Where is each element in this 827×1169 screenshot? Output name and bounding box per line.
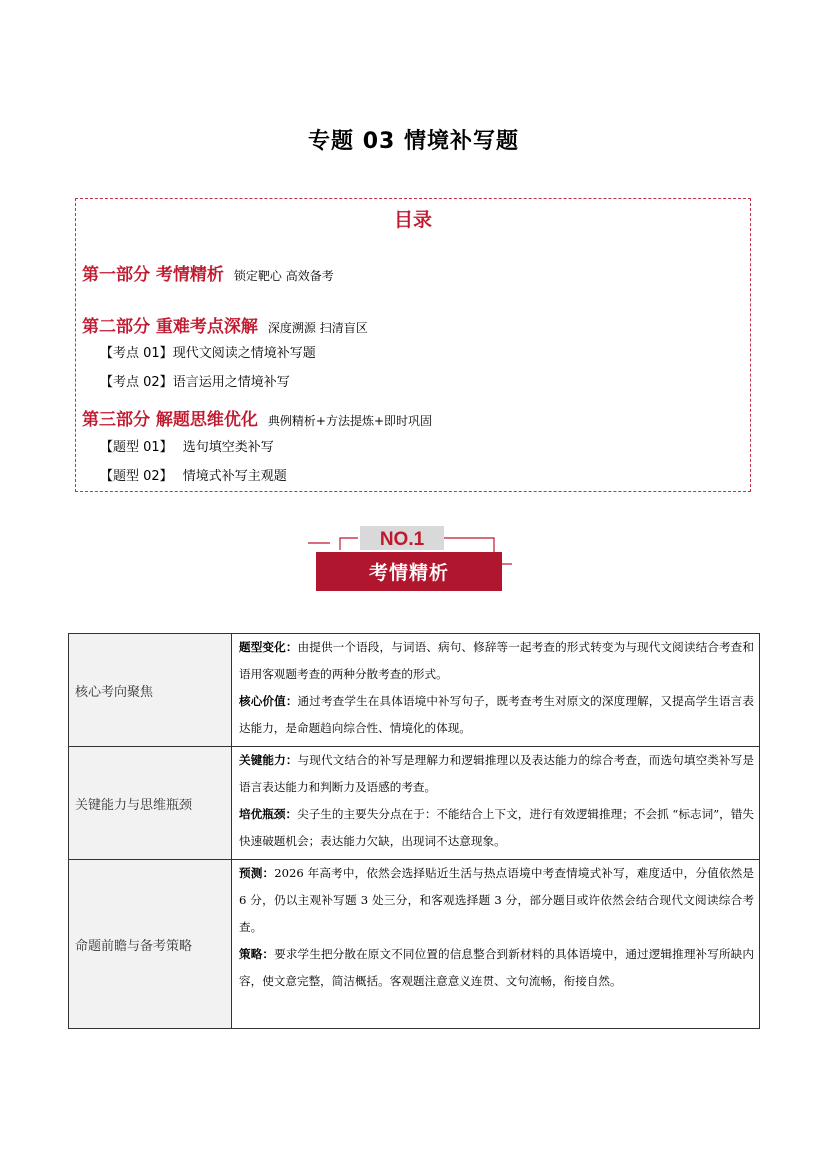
toc-kaodian-2[interactable] (100, 371, 290, 390)
para (239, 688, 754, 742)
table-row (69, 747, 760, 860)
row-content (232, 747, 760, 860)
para-label: 关键能力： (239, 753, 298, 767)
para-text: 尖子生的主要失分点在于：不能结合上下文，进行有效逻辑推理；不会抓 “标志词”，错失快速破题机会；表达能力欠缺，出现词不达意现象。 (239, 807, 754, 848)
table-row (69, 634, 760, 747)
para (239, 747, 754, 801)
para-label: 预测： (239, 866, 275, 880)
row-key: 核心考向聚焦 (69, 634, 232, 747)
para (239, 634, 754, 688)
toc-part-slogan: 典例精析+方法提炼+即时巩固 (267, 414, 433, 428)
badge-label: 考情精析 (368, 562, 450, 584)
toc-tixing-1[interactable] (100, 436, 274, 455)
toc-heading: 目录 (393, 209, 432, 231)
exam-analysis-table (68, 633, 760, 1029)
badge-number: NO.1 (379, 529, 425, 550)
toc-tixing-2[interactable] (100, 465, 287, 484)
page-title: 专题 03 情境补写题 (308, 129, 519, 154)
toc-part-label: 第一部分 考情精析 (82, 265, 224, 285)
para-label: 培优瓶颈： (239, 807, 298, 821)
para-label: 策略： (239, 947, 275, 961)
toc-tag: 【题型 01】 (100, 440, 173, 455)
para-label: 题型变化： (239, 640, 298, 654)
toc-item-text: 现代文阅读之情境补写题 (172, 346, 316, 361)
para-label: 核心价值： (239, 694, 298, 708)
toc-part-3[interactable] (82, 405, 432, 430)
toc-part-label: 第二部分 重难考点深解 (82, 317, 258, 337)
toc-part-label: 第三部分 解题思维优化 (82, 410, 258, 430)
row-key: 关键能力与思维瓶颈 (69, 747, 232, 860)
row-key: 命题前瞻与备考策略 (69, 860, 232, 1029)
table-row (69, 860, 760, 1029)
toc-tag: 【考点 02】 (100, 375, 173, 390)
toc-part-slogan: 锁定靶心 高效备考 (233, 269, 334, 283)
toc-item-text: 语言运用之情境补写 (172, 375, 290, 390)
para (239, 860, 754, 941)
badge-frame-left (340, 538, 358, 550)
para-text: 与现代文结合的补写是理解力和逻辑推理以及表达能力的综合考查，而选句填空类补写是语言表达能力和判断力及语感的考查。 (239, 753, 754, 794)
toc-part-slogan: 深度溯源 扫清盲区 (267, 321, 368, 335)
toc-item-text: 选句填空类补写 (182, 440, 274, 455)
table-of-contents (75, 198, 751, 492)
para (239, 941, 754, 995)
toc-part-1[interactable] (82, 260, 334, 285)
para-text: 要求学生把分散在原文不同位置的信息整合到新材料的具体语境中，通过逻辑推理补写所缺内容，使文意完整，简洁概括。客观题注意意义连贯、文句流畅，衔接自然。 (239, 947, 754, 988)
toc-kaodian-1[interactable] (100, 342, 316, 361)
row-content (232, 634, 760, 747)
toc-tag: 【考点 01】 (100, 346, 173, 361)
toc-part-2[interactable] (82, 312, 368, 337)
para-text: 由提供一个语段，与词语、病句、修辞等一起考查的形式转变为与现代文阅读结合考查和语用客观题考查的两种分散考查的形式。 (239, 640, 754, 681)
toc-tag: 【题型 02】 (100, 469, 173, 484)
toc-item-text: 情境式补写主观题 (182, 469, 287, 484)
para (239, 801, 754, 855)
para-text: 2026 年高考中，依然会选择贴近生活与热点语境中考查情境式补写，难度适中，分值依然是 6 分，仍以主观补写题 3 处三分，和客观选择题 3 分，部分题目或许依然会结合现代文阅读综合考查。 (239, 866, 754, 934)
row-content (232, 860, 760, 1029)
section-badge (300, 518, 520, 598)
para-text: 通过考查学生在具体语境中补写句子，既考查考生对原文的深度理解，又提高学生语言表达能力，是命题趋向综合性、情境化的体现。 (239, 694, 754, 735)
